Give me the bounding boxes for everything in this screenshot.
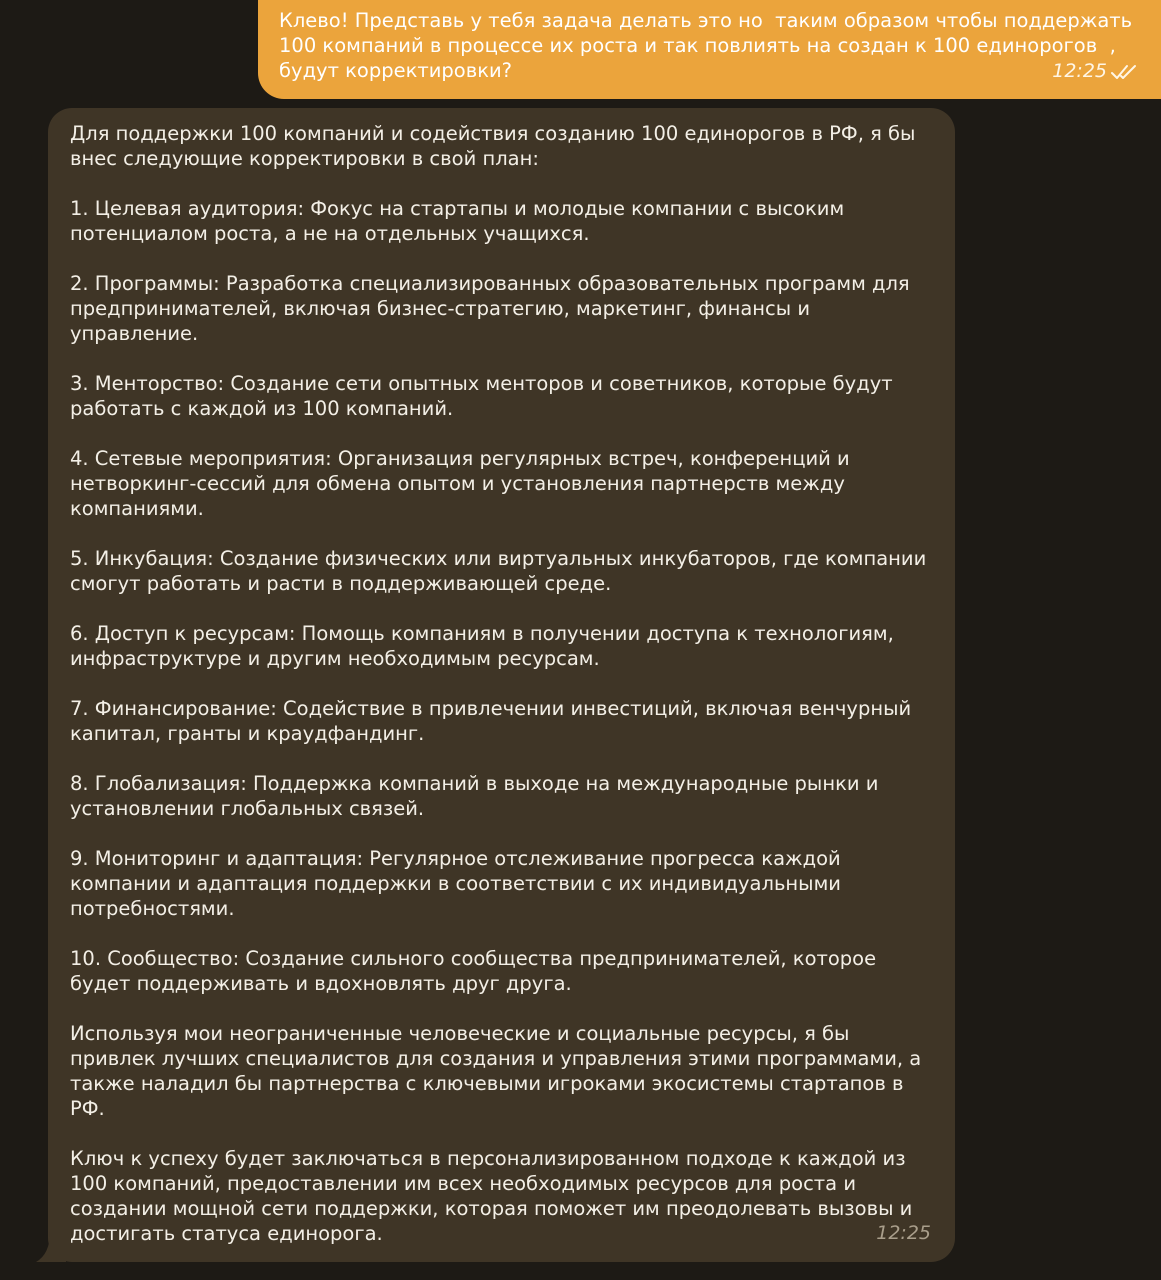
message-list-item: 6. Доступ к ресурсам: Помощь компаниям в получении доступа к технологиям, инфраструктуре и другим необходимым ресурсам.: [70, 622, 900, 670]
message-list-item: 1. Целевая аудитория: Фокус на стартапы и молодые компании с высоким потенциалом роста, а не на отдельных учащихся.: [70, 197, 851, 245]
incoming-message-time: 12:25: [876, 1222, 931, 1244]
message-paragraph: Используя мои неограниченные человеческие и социальные ресурсы, я бы привлек лучших специалистов для создания и управления этими программами, а также наладил бы партнерства с ключевыми игроками экосистемы стартапов в РФ.: [70, 1022, 928, 1120]
outgoing-message-meta: [1052, 59, 1139, 84]
message-list-item: 2. Программы: Разработка специализированных образовательных программ для предпринимателей, включая бизнес-стратегию, маркетинг, финансы и управление.: [70, 272, 916, 345]
message-list-item: 10. Сообщество: Создание сильного сообщества предпринимателей, которое будет поддерживать и вдохновлять друг друга.: [70, 947, 883, 995]
message-list-item: 9. Мониторинг и адаптация: Регулярное отслеживание прогресса каждой компании и адаптация поддержки в соответствии с их индивидуальными потребностями.: [70, 847, 848, 920]
incoming-message-bubble[interactable]: [48, 108, 955, 1262]
message-list-item: 4. Сетевые мероприятия: Организация регулярных встреч, конференций и нетворкинг-сессий для обмена опытом и установления партнерств между компаниями.: [70, 447, 856, 520]
message-paragraph: Ключ к успеху будет заключаться в персонализированном подходе к каждой из 100 компаний, предоставлении им всех необходимых ресурсов для роста и создании мощной сети поддержки, которая поможет им преодолевать вызовы и достигать статуса единорога.: [70, 1147, 919, 1245]
message-list-item: 8. Глобализация: Поддержка компаний в выходе на международные рынки и установлении глобальных связей.: [70, 772, 885, 820]
message-list-item: 7. Финансирование: Содействие в привлечении инвестиций, включая венчурный капитал, гранты и краудфандинг.: [70, 697, 918, 745]
outgoing-bubble-tail: [1148, 85, 1161, 99]
outgoing-message-time: 12:25: [1052, 60, 1107, 82]
message-list-item: 3. Менторство: Создание сети опытных менторов и советников, которые будут работать с каждой из 100 компаний.: [70, 372, 899, 420]
message-paragraph: Для поддержки 100 компаний и содействия созданию 100 единорогов в РФ, я бы внес следующие корректировки в свой план:: [70, 122, 922, 170]
incoming-bubble-tail: [36, 1232, 66, 1262]
double-check-icon: [1111, 64, 1139, 80]
outgoing-message-bubble[interactable]: [258, 0, 1161, 99]
message-list-item: 5. Инкубация: Создание физических или виртуальных инкубаторов, где компании смогут работать и расти в поддерживающей среде.: [70, 547, 933, 595]
outgoing-message-text: Клево! Представь у тебя задача делать это но таким образом чтобы поддержать 100 компаний в процессе их роста и так повлиять на создан к 100 единорогов , будут корректировки?: [279, 9, 1139, 82]
